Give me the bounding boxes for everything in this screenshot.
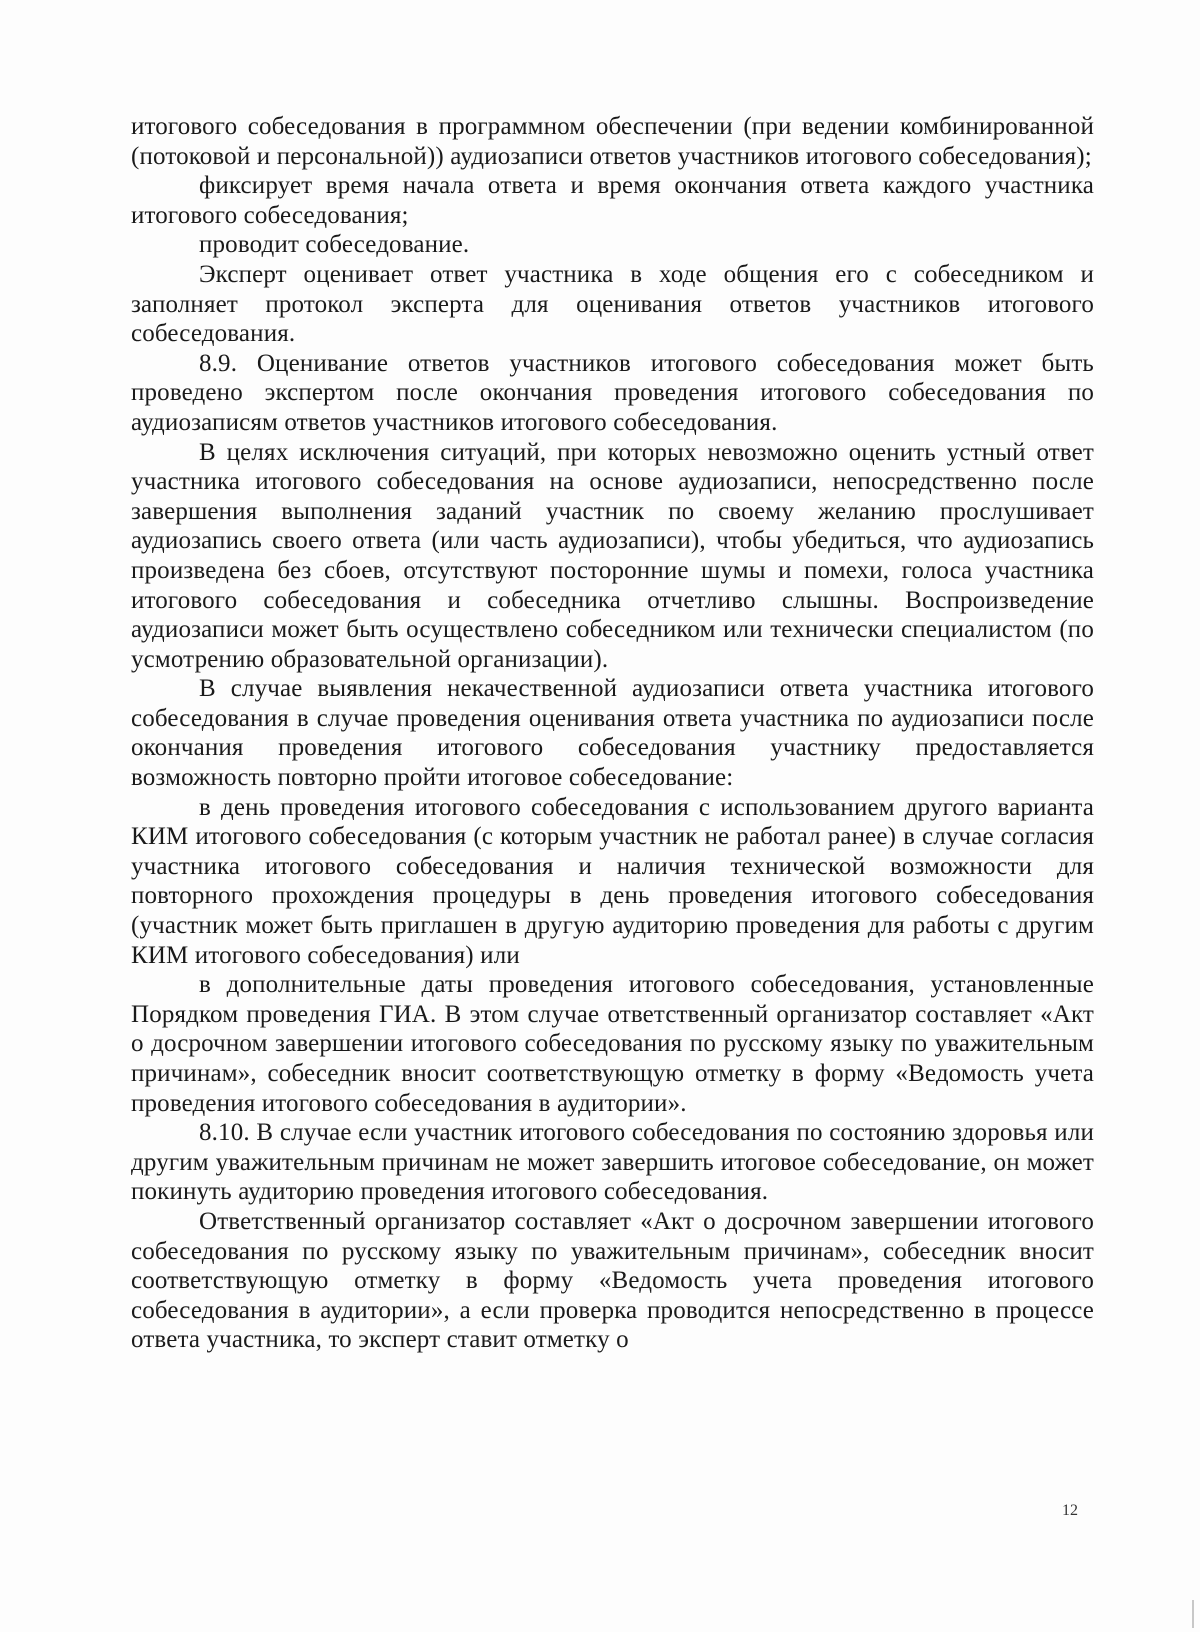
- paragraph-organizer-act: Ответственный организатор составляет «Акт о досрочном завершении итогового собеседования по русскому языку по уважительным причинам», собеседник вносит соответствующую отметку в форму «Ведомость учета проведения итогового собеседования в аудитории», а если проверка проводится непосредственно в процессе ответа участника, то эксперт ставит отметку о: [131, 1207, 1094, 1354]
- page-number: 12: [1062, 1502, 1078, 1519]
- paragraph-poor-audio: В случае выявления некачественной аудиозаписи ответа участника итогового собеседования в случае проведения оценивания ответа участника по аудиозаписи после окончания проведения итогового собеседования участнику предоставляется возможность повторно пройти итоговое собеседование:: [131, 675, 1094, 792]
- paragraph-fixes-time: фиксирует время начала ответа и время окончания ответа каждого участника итогового собеседования;: [131, 172, 1094, 229]
- paragraph-same-day-retry: в день проведения итогового собеседования с использованием другого варианта КИМ итогового собеседования (с которым участник не работал ранее) в случае согласия участника итогового собеседования и наличия технической возможности для повторного прохождения процедуры в день проведения итогового собеседования (участник может быть приглашен в другую аудиторию проведения для работы с другим КИМ итогового собеседования) или: [131, 793, 1094, 969]
- paragraph-section-8-10: 8.10. В случае если участник итогового собеседования по состоянию здоровья или другим уважительным причинам не может завершить итоговое собеседование, он может покинуть аудиторию проведения итогового собеседования.: [131, 1119, 1094, 1206]
- paragraph-conducts-interview: проводит собеседование.: [199, 231, 470, 259]
- paragraph-additional-dates: в дополнительные даты проведения итогового собеседования, установленные Порядком проведения ГИА. В этом случае ответственный организатор составляет «Акт о досрочном завершении итогового собеседования по русскому языку по уважительным причинам», собеседник вносит соответствующую отметку в форму «Ведомость учета проведения итогового собеседования в аудитории».: [131, 971, 1094, 1117]
- paragraph-section-8-9: 8.9. Оценивание ответов участников итогового собеседования может быть проведено экспертом после окончания проведения итогового собеседования по аудиозаписям ответов участников итогового собеседования.: [131, 349, 1094, 436]
- document-body: [131, 112, 1094, 1355]
- paragraph-continuation: итогового собеседования в программном обеспечении (при ведении комбинированной (потоковой и персональной)) аудиозаписи ответов участников итогового собеседования);: [131, 113, 1094, 170]
- paragraph-expert-evaluates: Эксперт оценивает ответ участника в ходе общения его с собеседником и заполняет протокол эксперта для оценивания ответов участников итогового собеседования.: [131, 260, 1094, 348]
- scan-edge-mark: [1192, 1600, 1194, 1628]
- paragraph-audio-check: В целях исключения ситуаций, при которых невозможно оценить устный ответ участника итогового собеседования на основе аудиозаписи, непосредственно после завершения выполнения заданий участник по своему желанию прослушивает аудиозапись своего ответа (или часть аудиозаписи), чтобы убедиться, что аудиозапись произведена без сбоев, отсутствуют посторонние шумы и помехи, голоса участника итогового собеседования и собеседника отчетливо слышны. Воспроизведение аудиозаписи может быть осуществлено собеседником или технически специалистом (по усмотрению образовательной организации).: [131, 438, 1094, 673]
